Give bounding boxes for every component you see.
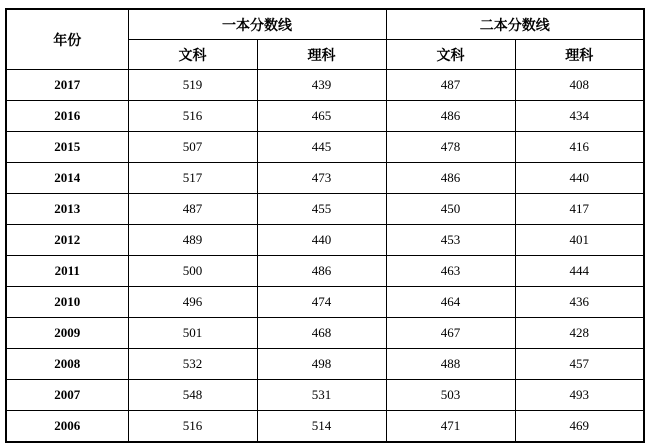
score-cell: 455 (257, 194, 386, 225)
score-cell: 440 (515, 163, 644, 194)
header-tier2-cutoff: 二本分数线 (386, 9, 644, 40)
subheader-tier1-liberal-arts: 文科 (128, 40, 257, 70)
score-cell: 519 (128, 70, 257, 101)
score-cell: 473 (257, 163, 386, 194)
score-cell: 453 (386, 225, 515, 256)
score-cell: 531 (257, 380, 386, 411)
table-row (6, 132, 644, 163)
score-cell: 516 (128, 411, 257, 443)
score-cell: 487 (386, 70, 515, 101)
score-cell: 445 (257, 132, 386, 163)
score-cell: 465 (257, 101, 386, 132)
score-cell: 467 (386, 318, 515, 349)
score-cell: 436 (515, 287, 644, 318)
score-cell: 469 (515, 411, 644, 443)
table-row (6, 380, 644, 411)
subheader-tier1-science: 理科 (257, 40, 386, 70)
score-cell: 548 (128, 380, 257, 411)
table-row (6, 194, 644, 225)
table-row (6, 225, 644, 256)
table-row (6, 318, 644, 349)
score-cell: 532 (128, 349, 257, 380)
year-cell: 2014 (6, 163, 128, 194)
score-cell: 486 (257, 256, 386, 287)
year-cell: 2010 (6, 287, 128, 318)
year-cell: 2017 (6, 70, 128, 101)
score-cell: 486 (386, 101, 515, 132)
score-cell: 517 (128, 163, 257, 194)
score-cell: 444 (515, 256, 644, 287)
table-row (6, 287, 644, 318)
year-cell: 2016 (6, 101, 128, 132)
score-cell: 408 (515, 70, 644, 101)
score-cell: 496 (128, 287, 257, 318)
header-year: 年份 (6, 9, 128, 70)
year-cell: 2011 (6, 256, 128, 287)
score-cell: 440 (257, 225, 386, 256)
header-row-groups (6, 9, 644, 40)
score-cell: 463 (386, 256, 515, 287)
year-cell: 2012 (6, 225, 128, 256)
score-cell: 516 (128, 101, 257, 132)
score-cell: 434 (515, 101, 644, 132)
score-cell: 493 (515, 380, 644, 411)
score-cell: 474 (257, 287, 386, 318)
score-cutoff-table (5, 8, 645, 443)
year-cell: 2008 (6, 349, 128, 380)
year-cell: 2007 (6, 380, 128, 411)
score-cell: 428 (515, 318, 644, 349)
score-cell: 507 (128, 132, 257, 163)
score-cell: 450 (386, 194, 515, 225)
score-cell: 417 (515, 194, 644, 225)
table-row (6, 70, 644, 101)
score-cell: 471 (386, 411, 515, 443)
score-cell: 489 (128, 225, 257, 256)
table-row (6, 411, 644, 443)
score-cell: 487 (128, 194, 257, 225)
header-tier1-cutoff: 一本分数线 (128, 9, 386, 40)
year-cell: 2013 (6, 194, 128, 225)
score-cell: 500 (128, 256, 257, 287)
table-row (6, 256, 644, 287)
score-cell: 478 (386, 132, 515, 163)
score-cell: 501 (128, 318, 257, 349)
subheader-tier2-liberal-arts: 文科 (386, 40, 515, 70)
year-cell: 2006 (6, 411, 128, 443)
score-cell: 457 (515, 349, 644, 380)
year-cell: 2009 (6, 318, 128, 349)
table-row (6, 163, 644, 194)
score-cell: 416 (515, 132, 644, 163)
year-cell: 2015 (6, 132, 128, 163)
score-cell: 514 (257, 411, 386, 443)
score-cell: 503 (386, 380, 515, 411)
score-cell: 439 (257, 70, 386, 101)
score-cell: 488 (386, 349, 515, 380)
score-cell: 468 (257, 318, 386, 349)
table-row (6, 101, 644, 132)
subheader-tier2-science: 理科 (515, 40, 644, 70)
table-row (6, 349, 644, 380)
score-cell: 401 (515, 225, 644, 256)
score-cell: 464 (386, 287, 515, 318)
score-cell: 486 (386, 163, 515, 194)
score-cell: 498 (257, 349, 386, 380)
